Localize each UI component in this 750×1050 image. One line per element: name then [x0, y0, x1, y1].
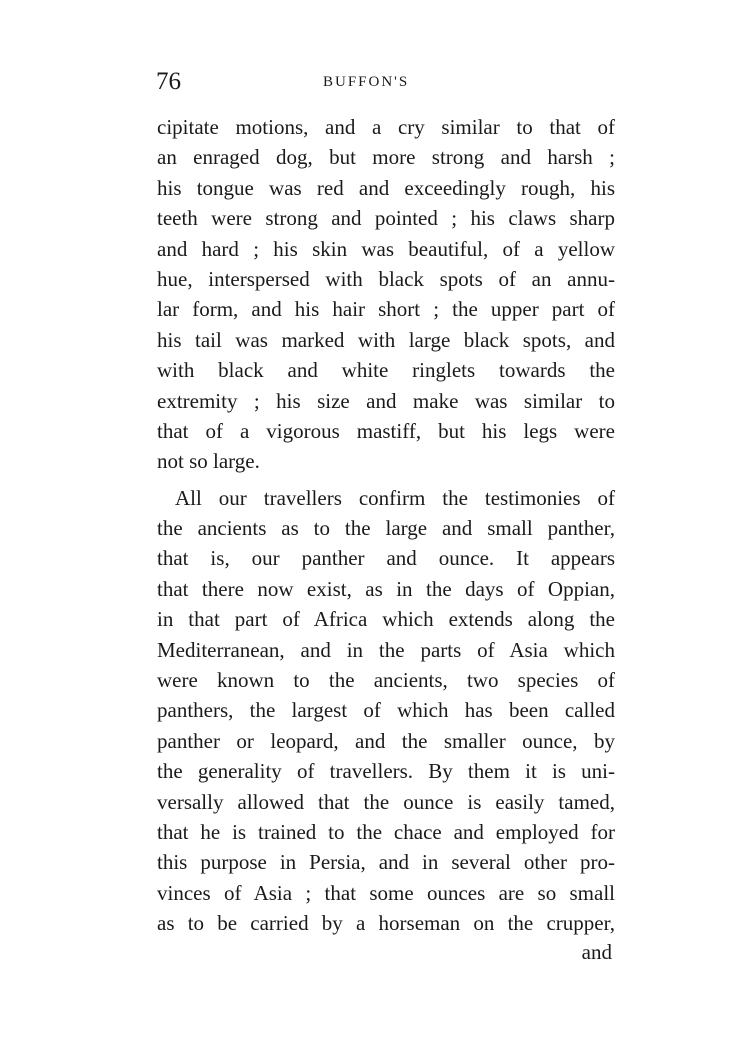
text-line: that he is trained to the chace and employed for: [157, 819, 615, 844]
text-line: not so large.: [157, 449, 260, 474]
page-number: 76: [156, 68, 181, 95]
text-line: cipitate motions, and a cry similar to that of: [157, 115, 615, 139]
text-line: the ancients as to the large and small panther,: [157, 516, 615, 541]
text-line: that is, our panther and ounce. It appears: [157, 546, 615, 571]
catchword: and: [581, 940, 612, 964]
text-line: the generality of travellers. By them it is uni-: [157, 759, 615, 784]
text-line: in that part of Africa which extends along the: [157, 607, 615, 632]
text-line: hue, interspersed with black spots of an annu-: [157, 266, 615, 291]
text-line: All our travellers confirm the testimonies of: [175, 485, 615, 510]
text-line: that of a vigorous mastiff, but his legs were: [157, 418, 615, 443]
text-line: Mediterranean, and in the parts of Asia which: [157, 637, 615, 662]
text-line: and hard ; his skin was beautiful, of a yellow: [157, 236, 615, 261]
text-line: an enraged dog, but more strong and harsh ;: [157, 145, 615, 170]
text-line: his tongue was red and exceedingly rough, his: [157, 175, 615, 200]
text-line: panthers, the largest of which has been called: [157, 698, 615, 723]
text-line: lar form, and his hair short ; the upper part of: [157, 297, 615, 322]
text-line: as to be carried by a horseman on the crupper,: [157, 911, 615, 936]
text-line: with black and white ringlets towards the: [157, 358, 615, 383]
text-line: extremity ; his size and make was similar to: [157, 388, 615, 413]
text-line: panther or leopard, and the smaller ounce, by: [157, 728, 615, 753]
text-line: teeth were strong and pointed ; his claws sharp: [157, 206, 615, 231]
body-text: [157, 112, 615, 939]
text-line: versally allowed that the ounce is easily tamed,: [157, 789, 615, 814]
text-line: vinces of Asia ; that some ounces are so small: [157, 880, 615, 905]
text-line: this purpose in Persia, and in several other pro-: [157, 850, 615, 875]
text-line: were known to the ancients, two species of: [157, 668, 615, 693]
running-head: BUFFON'S: [323, 74, 410, 90]
text-line: his tail was marked with large black spots, and: [157, 327, 615, 352]
text-line: that there now exist, as in the days of Oppian,: [157, 576, 615, 601]
